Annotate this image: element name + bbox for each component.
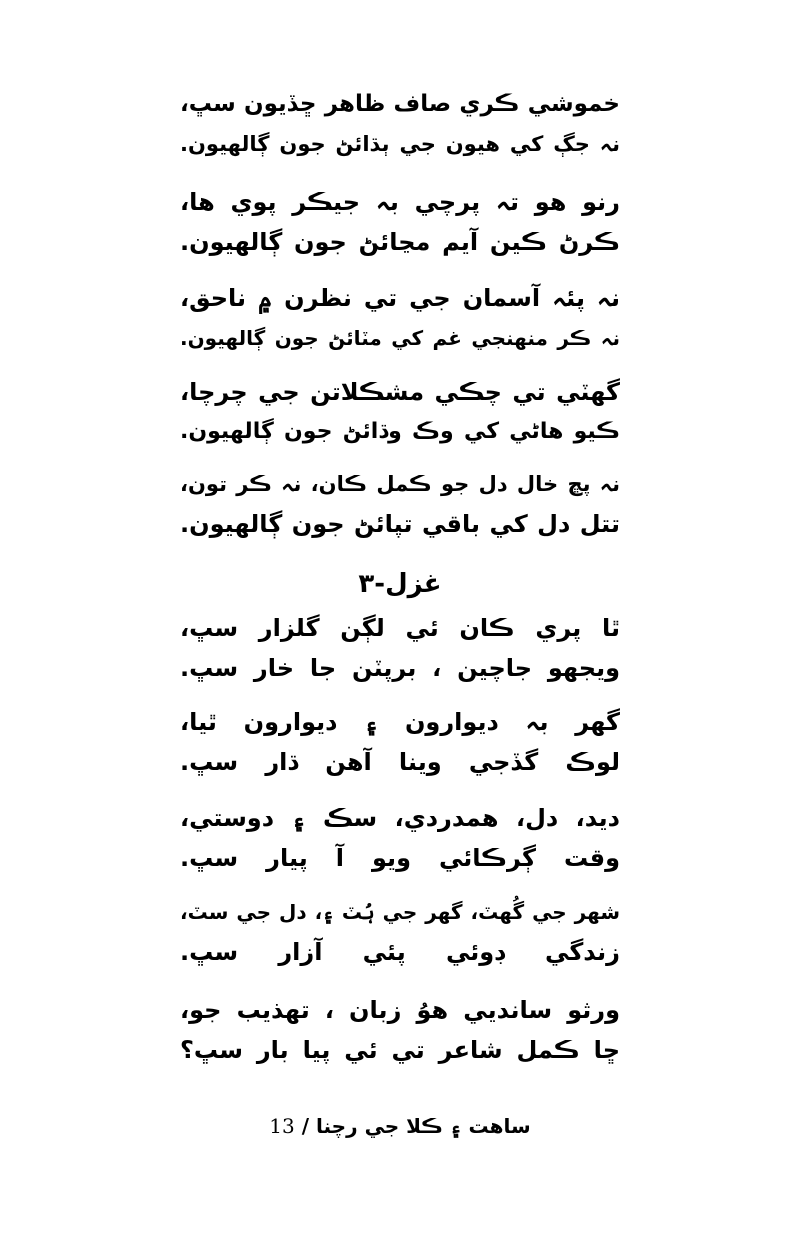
verse-line: ٿا پري ڪان ئي لڳن گلزار سڀ، <box>180 614 620 642</box>
verse-line: نہ پئہ آسمان جي تي نظرن ۾ ناحق، <box>180 284 621 312</box>
page-number: 13 <box>269 1114 295 1138</box>
verse-line: زندگي ڊوئي پئي آزار سڀ. <box>180 938 620 966</box>
verse-line: ويجهو جاچين ، برپٽن جا خار سڀ. <box>180 654 620 682</box>
stanza-3 <box>180 278 620 358</box>
stanza-2 <box>180 182 620 262</box>
verse-line: وقت ڳرڪائي ويو آ پيار سڀ. <box>180 844 620 872</box>
verse-line: ڇا ڪمل شاعر تي ئي پيا بار سڀ؟ <box>180 1036 620 1064</box>
stanza-10 <box>180 990 620 1070</box>
verse-line: گهر بہ ديوارون ۽ ديوارون ٿيا، <box>180 708 620 736</box>
verse-line: خموشي ڪري صاف ظاهر ڇڏيون سڀ، <box>180 91 620 117</box>
stanza-8 <box>180 798 620 878</box>
page-footer <box>250 1110 550 1142</box>
verse-line: نہ ڪر منهنجي غم کي مٽائڻ جون ڳالهيون. <box>180 326 620 350</box>
verse-line: تتل دل کي باقي تپائڻ جون ڳالهيون. <box>180 510 620 538</box>
stanza-5 <box>180 464 620 544</box>
verse-line: لوڪ گڏجي وينا آهن ڌار سڀ. <box>180 748 620 776</box>
verse-line: رنو هو تہ پرچي بہ جيڪر پوي ها، <box>180 188 620 216</box>
verse-line: ورثو سانديي هوُ زبان ، تهذيب جو، <box>180 996 620 1024</box>
book-title: ساهت ۽ ڪلا جي رچنا <box>316 1114 531 1138</box>
verse-line: ديد، دل، همدردي، سڪ ۽ دوستي، <box>180 804 620 832</box>
verse-line: ڪرڻ ڪين آيم مڃائڻ جون ڳالهيون. <box>180 228 620 256</box>
stanza-6 <box>180 608 620 688</box>
stanza-9 <box>180 892 620 972</box>
verse-line: ڪيو هاڻي کي وڪ وڌائڻ جون ڳالهيون. <box>180 419 620 444</box>
stanza-4 <box>180 372 620 452</box>
verse-line: نہ جڳ کي هيون جي ٻڌائڻ جون ڳالهيون. <box>180 132 620 156</box>
footer-separator: / <box>301 1114 310 1138</box>
ghazal-heading: غزل-٣ <box>358 569 442 599</box>
stanza-7 <box>180 702 620 782</box>
verse-line: شهر جي گُھٽ، گهر جي ہُٽ ۽، دل جي سٽ، <box>180 900 620 924</box>
verse-line: نہ پڇ خال دل جو ڪمل ڪان، نہ ڪر تون، <box>180 472 620 496</box>
verse-line: گھٽي تي چڪي مشڪلاتن جي چرچا، <box>180 378 620 406</box>
stanza-1 <box>180 84 620 164</box>
